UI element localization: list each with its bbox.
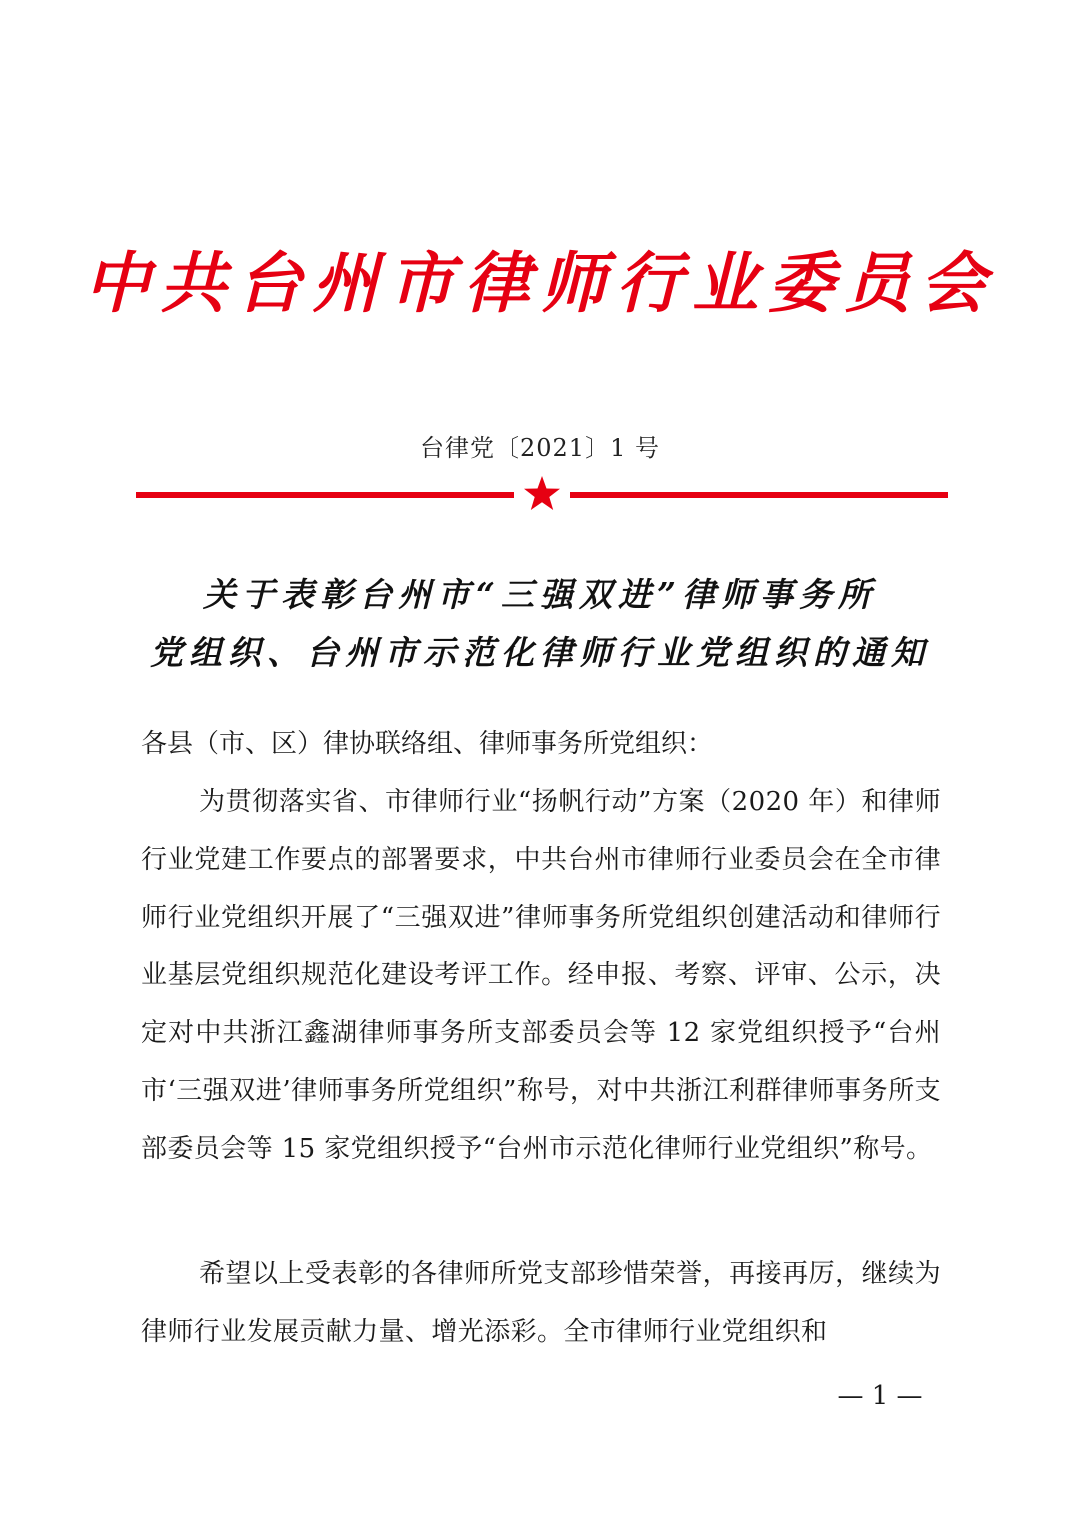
red-divider: [136, 474, 948, 518]
page-number: — 1 —: [837, 1381, 923, 1411]
notice-title-line-1: 关于表彰台州市“三强双进”律师事务所: [203, 575, 877, 614]
body-paragraph-2: 希望以上受表彰的各律师所党支部珍惜荣誉，再接再厉，继续为律师行业发展贡献力量、增光添彩。全市律师行业党组织和: [141, 1259, 941, 1347]
document-number: 台律党〔2021〕1 号: [420, 434, 660, 462]
divider-line-right: [570, 492, 948, 498]
salutation: 各县（市、区）律协联络组、律师事务所党组织：: [141, 729, 714, 759]
issuing-organization-header: 中共台州市律师行业委员会: [84, 244, 996, 322]
star-icon: [522, 474, 562, 514]
divider-line-left: [136, 492, 514, 498]
notice-title-line-2: 党组织、台州市示范化律师行业党组织的通知: [150, 633, 930, 672]
body-paragraph-1: 为贯彻落实省、市律师行业“扬帆行动”方案（2020 年）和律师行业党建工作要点的部署要求，中共台州市律师行业委员会在全市律师行业党组织开展了“三强双进”律师事务所党组织创建活动和律师行业基层党组织规范化建设考评工作。经申报、考察、评审、公示，决定对中共浙江鑫湖律师事务所支部委员会等 12 家党组织授予“台州市‘三强双进’律师事务所党组织”称号，对中共浙江利群律师事务所支部委员会等 15 家党组织授予“台州市示范化律师行业党组织”称号。: [141, 787, 941, 1164]
